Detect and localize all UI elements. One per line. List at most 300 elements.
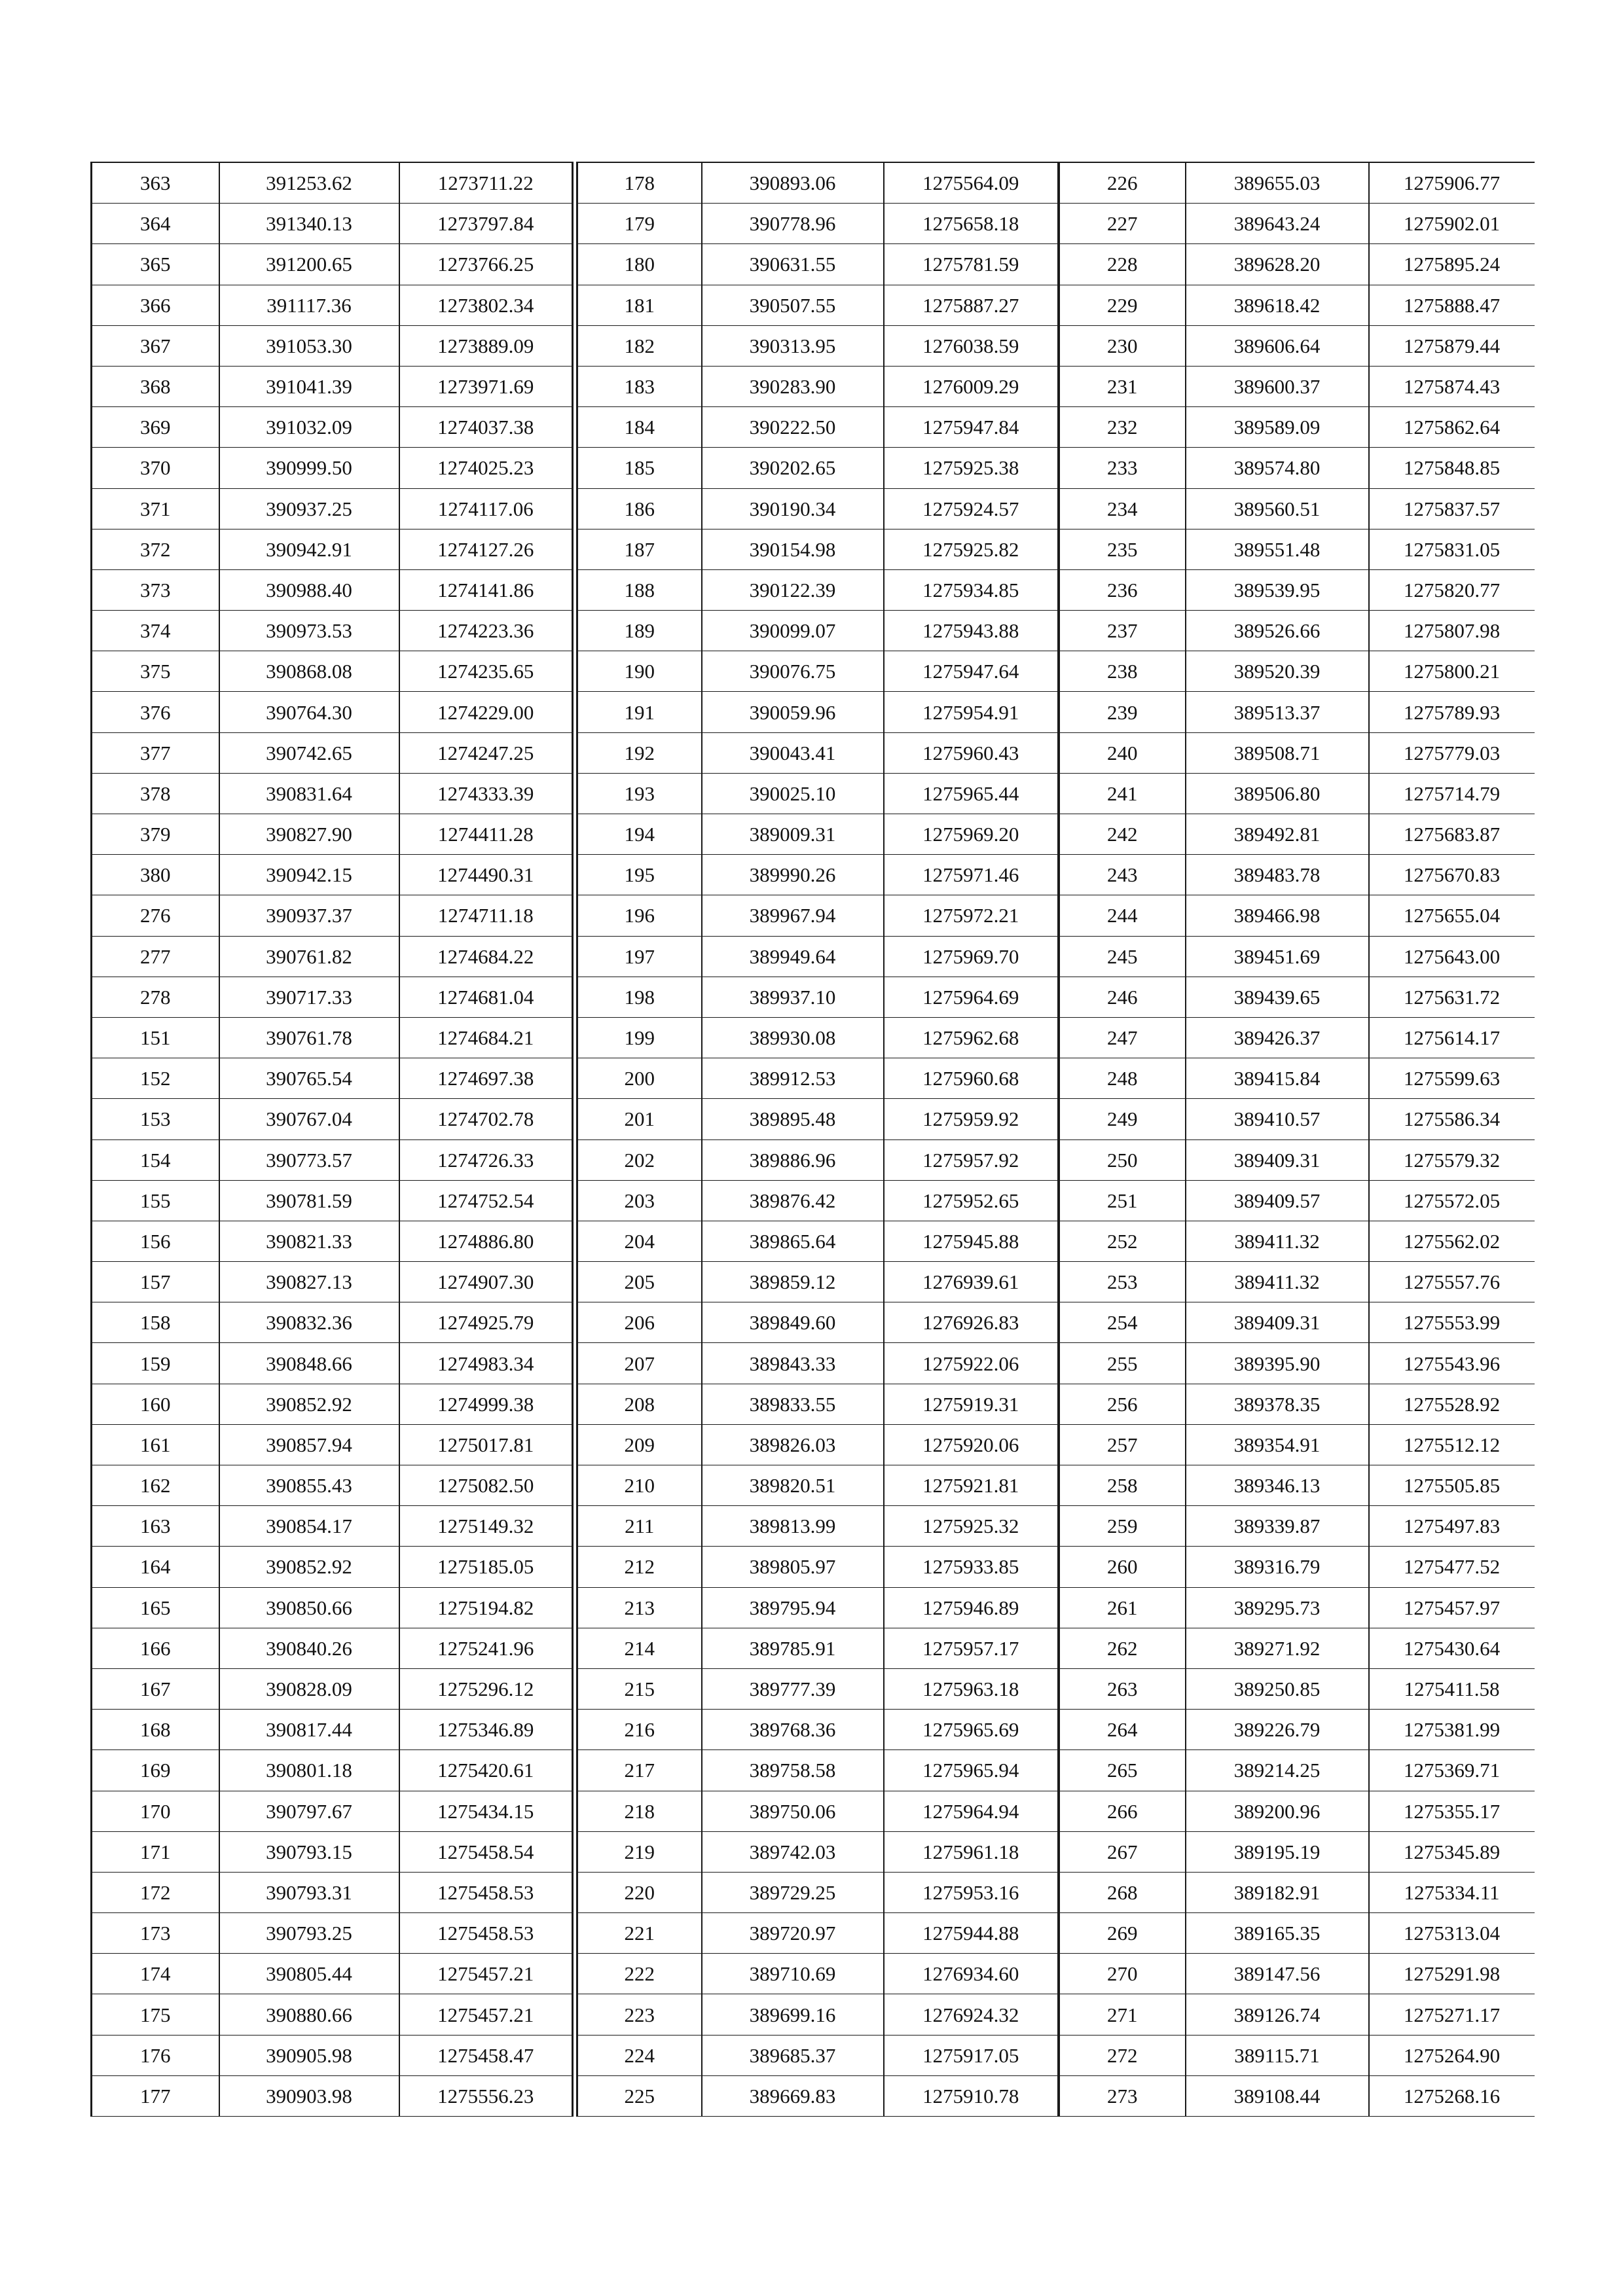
point-number-cell: 227 [1059,204,1186,244]
x-coordinate-cell: 389589.09 [1186,407,1369,448]
table-row [577,977,1059,1017]
x-coordinate-cell: 389813.99 [702,1506,884,1547]
x-coordinate-cell: 389426.37 [1186,1017,1369,1058]
y-coordinate-cell: 1273889.09 [399,325,573,366]
x-coordinate-cell: 389126.74 [1186,1994,1369,2035]
y-coordinate-cell: 1274490.31 [399,855,573,895]
table-row [1059,732,1535,773]
x-coordinate-cell: 391253.62 [219,162,399,204]
table-row [1059,407,1535,448]
x-coordinate-cell: 389560.51 [1186,488,1369,529]
point-number-cell: 371 [92,488,219,529]
x-coordinate-cell: 391053.30 [219,325,399,366]
point-number-cell: 373 [92,569,219,610]
x-coordinate-cell: 389949.64 [702,936,884,977]
x-coordinate-cell: 389865.64 [702,1221,884,1261]
y-coordinate-cell: 1275925.32 [884,1506,1059,1547]
x-coordinate-cell: 389339.87 [1186,1506,1369,1547]
y-coordinate-cell: 1275017.81 [399,1424,573,1465]
x-coordinate-cell: 389785.91 [702,1628,884,1668]
y-coordinate-cell: 1275952.65 [884,1180,1059,1221]
x-coordinate-cell: 390222.50 [702,407,884,448]
y-coordinate-cell: 1276926.83 [884,1302,1059,1343]
point-number-cell: 175 [92,1994,219,2035]
table-row [92,1262,573,1302]
x-coordinate-cell: 390507.55 [702,285,884,325]
point-number-cell: 176 [92,2035,219,2075]
table-row [577,366,1059,406]
y-coordinate-cell: 1275963.18 [884,1668,1059,1709]
x-coordinate-cell: 390202.65 [702,448,884,488]
x-coordinate-cell: 389967.94 [702,895,884,936]
x-coordinate-cell: 389115.71 [1186,2035,1369,2075]
x-coordinate-cell: 390761.78 [219,1017,399,1058]
y-coordinate-cell: 1275965.44 [884,773,1059,814]
table-row [92,529,573,569]
y-coordinate-cell: 1273797.84 [399,204,573,244]
y-coordinate-cell: 1275888.47 [1369,285,1535,325]
y-coordinate-cell: 1275557.76 [1369,1262,1535,1302]
point-number-cell: 222 [577,1954,702,1994]
point-number-cell: 249 [1059,1099,1186,1139]
point-number-cell: 259 [1059,1506,1186,1547]
point-number-cell: 177 [92,2075,219,2116]
point-number-cell: 228 [1059,244,1186,285]
point-number-cell: 209 [577,1424,702,1465]
table-row [1059,1139,1535,1180]
x-coordinate-cell: 389409.31 [1186,1139,1369,1180]
x-coordinate-cell: 389768.36 [702,1710,884,1750]
y-coordinate-cell: 1275925.82 [884,529,1059,569]
y-coordinate-cell: 1275964.69 [884,977,1059,1017]
x-coordinate-cell: 389618.42 [1186,285,1369,325]
table-row [1059,1872,1535,1912]
y-coordinate-cell: 1276009.29 [884,366,1059,406]
point-number-cell: 375 [92,651,219,692]
x-coordinate-cell: 390122.39 [702,569,884,610]
y-coordinate-cell: 1274684.22 [399,936,573,977]
point-number-cell: 191 [577,692,702,732]
y-coordinate-cell: 1275960.68 [884,1058,1059,1099]
point-number-cell: 246 [1059,977,1186,1017]
y-coordinate-cell: 1275579.32 [1369,1139,1535,1180]
x-coordinate-cell: 389826.03 [702,1424,884,1465]
x-coordinate-cell: 390973.53 [219,611,399,651]
table-row [1059,977,1535,1017]
y-coordinate-cell: 1275934.85 [884,569,1059,610]
y-coordinate-cell: 1275562.02 [1369,1221,1535,1261]
point-number-cell: 369 [92,407,219,448]
table-row [577,1628,1059,1668]
x-coordinate-cell: 389643.24 [1186,204,1369,244]
y-coordinate-cell: 1275670.83 [1369,855,1535,895]
y-coordinate-cell: 1275369.71 [1369,1750,1535,1791]
point-number-cell: 212 [577,1547,702,1587]
y-coordinate-cell: 1275271.17 [1369,1994,1535,2035]
table-row [92,325,573,366]
point-number-cell: 250 [1059,1139,1186,1180]
y-coordinate-cell: 1275505.85 [1369,1465,1535,1506]
y-coordinate-cell: 1275969.20 [884,814,1059,855]
point-number-cell: 244 [1059,895,1186,936]
table-row [92,488,573,529]
point-number-cell: 174 [92,1954,219,1994]
x-coordinate-cell: 389820.51 [702,1465,884,1506]
point-number-cell: 253 [1059,1262,1186,1302]
y-coordinate-cell: 1275457.21 [399,1954,573,1994]
x-coordinate-cell: 390840.26 [219,1628,399,1668]
x-coordinate-cell: 389395.90 [1186,1343,1369,1384]
table-row [577,2035,1059,2075]
x-coordinate-cell: 390855.43 [219,1465,399,1506]
x-coordinate-cell: 389886.96 [702,1139,884,1180]
x-coordinate-cell: 389295.73 [1186,1587,1369,1628]
table-row [92,244,573,285]
table-row [1059,1465,1535,1506]
x-coordinate-cell: 389466.98 [1186,895,1369,936]
point-number-cell: 234 [1059,488,1186,529]
point-number-cell: 224 [577,2035,702,2075]
point-number-cell: 236 [1059,569,1186,610]
point-number-cell: 201 [577,1099,702,1139]
y-coordinate-cell: 1275556.23 [399,2075,573,2116]
point-number-cell: 270 [1059,1954,1186,1994]
y-coordinate-cell: 1273711.22 [399,162,573,204]
x-coordinate-cell: 390832.36 [219,1302,399,1343]
x-coordinate-cell: 390937.25 [219,488,399,529]
x-coordinate-cell: 389574.80 [1186,448,1369,488]
x-coordinate-cell: 389214.25 [1186,1750,1369,1791]
table-row [1059,1994,1535,2035]
x-coordinate-cell: 390999.50 [219,448,399,488]
point-number-cell: 200 [577,1058,702,1099]
y-coordinate-cell: 1275082.50 [399,1465,573,1506]
point-number-cell: 267 [1059,1831,1186,1872]
point-number-cell: 182 [577,325,702,366]
table-row [92,1913,573,1954]
y-coordinate-cell: 1274726.33 [399,1139,573,1180]
y-coordinate-cell: 1274697.38 [399,1058,573,1099]
point-number-cell: 207 [577,1343,702,1384]
point-number-cell: 243 [1059,855,1186,895]
point-number-cell: 185 [577,448,702,488]
point-number-cell: 220 [577,1872,702,1912]
table-row [1059,1587,1535,1628]
point-number-cell: 273 [1059,2075,1186,2116]
x-coordinate-cell: 390905.98 [219,2035,399,2075]
x-coordinate-cell: 390942.91 [219,529,399,569]
y-coordinate-cell: 1275957.17 [884,1628,1059,1668]
table-row [1059,569,1535,610]
y-coordinate-cell: 1275953.16 [884,1872,1059,1912]
table-row [1059,285,1535,325]
table-row [577,1831,1059,1872]
point-number-cell: 194 [577,814,702,855]
y-coordinate-cell: 1275457.97 [1369,1587,1535,1628]
table-row [577,1710,1059,1750]
table-row [1059,244,1535,285]
table-row [577,285,1059,325]
table-row [92,1587,573,1628]
point-number-cell: 247 [1059,1017,1186,1058]
table-row [92,611,573,651]
table-row [1059,1750,1535,1791]
table-row [92,1791,573,1831]
coordinate-table-block-3 [1058,162,1535,2117]
x-coordinate-cell: 390076.75 [702,651,884,692]
point-number-cell: 202 [577,1139,702,1180]
y-coordinate-cell: 1275961.18 [884,1831,1059,1872]
y-coordinate-cell: 1275943.88 [884,611,1059,651]
y-coordinate-cell: 1274127.26 [399,529,573,569]
y-coordinate-cell: 1274247.25 [399,732,573,773]
point-number-cell: 242 [1059,814,1186,855]
x-coordinate-cell: 390773.57 [219,1139,399,1180]
y-coordinate-cell: 1273766.25 [399,244,573,285]
y-coordinate-cell: 1275411.58 [1369,1668,1535,1709]
y-coordinate-cell: 1274229.00 [399,692,573,732]
table-row [577,1994,1059,2035]
point-number-cell: 156 [92,1221,219,1261]
point-number-cell: 278 [92,977,219,1017]
x-coordinate-cell: 389669.83 [702,2075,884,2116]
x-coordinate-cell: 389777.39 [702,1668,884,1709]
y-coordinate-cell: 1275945.88 [884,1221,1059,1261]
x-coordinate-cell: 390767.04 [219,1099,399,1139]
table-body [92,162,573,2117]
x-coordinate-cell: 389600.37 [1186,366,1369,406]
x-coordinate-cell: 389710.69 [702,1954,884,1994]
table-row [1059,651,1535,692]
y-coordinate-cell: 1275933.85 [884,1547,1059,1587]
table-row [577,1180,1059,1221]
x-coordinate-cell: 389720.97 [702,1913,884,1954]
y-coordinate-cell: 1275921.81 [884,1465,1059,1506]
x-coordinate-cell: 389912.53 [702,1058,884,1099]
table-row [92,569,573,610]
table-row [92,1058,573,1099]
table-row [577,611,1059,651]
y-coordinate-cell: 1275947.64 [884,651,1059,692]
table-row [92,895,573,936]
y-coordinate-cell: 1275586.34 [1369,1099,1535,1139]
point-number-cell: 186 [577,488,702,529]
x-coordinate-cell: 389895.48 [702,1099,884,1139]
x-coordinate-cell: 390828.09 [219,1668,399,1709]
x-coordinate-cell: 391117.36 [219,285,399,325]
table-row [577,204,1059,244]
y-coordinate-cell: 1275512.12 [1369,1424,1535,1465]
table-row [1059,1262,1535,1302]
point-number-cell: 233 [1059,448,1186,488]
y-coordinate-cell: 1275346.89 [399,1710,573,1750]
point-number-cell: 172 [92,1872,219,1912]
x-coordinate-cell: 389699.16 [702,1994,884,2035]
point-number-cell: 363 [92,162,219,204]
table-row [92,732,573,773]
point-number-cell: 256 [1059,1384,1186,1424]
point-number-cell: 162 [92,1465,219,1506]
table-row [1059,1221,1535,1261]
y-coordinate-cell: 1275553.99 [1369,1302,1535,1343]
y-coordinate-cell: 1275614.17 [1369,1017,1535,1058]
y-coordinate-cell: 1275807.98 [1369,611,1535,651]
y-coordinate-cell: 1275887.27 [884,285,1059,325]
table-row [1059,1831,1535,1872]
point-number-cell: 379 [92,814,219,855]
x-coordinate-cell: 390793.25 [219,1913,399,1954]
y-coordinate-cell: 1275458.47 [399,2035,573,2075]
x-coordinate-cell: 390827.90 [219,814,399,855]
point-number-cell: 237 [1059,611,1186,651]
table-row [1059,611,1535,651]
coordinate-table-block-2 [576,162,1059,2117]
table-row [1059,448,1535,488]
x-coordinate-cell: 390801.18 [219,1750,399,1791]
y-coordinate-cell: 1275924.57 [884,488,1059,529]
y-coordinate-cell: 1275296.12 [399,1668,573,1709]
x-coordinate-cell: 389551.48 [1186,529,1369,569]
y-coordinate-cell: 1275895.24 [1369,244,1535,285]
x-coordinate-cell: 389937.10 [702,977,884,1017]
point-number-cell: 378 [92,773,219,814]
y-coordinate-cell: 1275919.31 [884,1384,1059,1424]
point-number-cell: 217 [577,1750,702,1791]
point-number-cell: 372 [92,529,219,569]
table-row [1059,204,1535,244]
x-coordinate-cell: 390765.54 [219,1058,399,1099]
table-row [1059,814,1535,855]
point-number-cell: 183 [577,366,702,406]
table-row [1059,1791,1535,1831]
x-coordinate-cell: 389451.69 [1186,936,1369,977]
table-row [577,1547,1059,1587]
table-row [577,651,1059,692]
point-number-cell: 374 [92,611,219,651]
x-coordinate-cell: 389513.37 [1186,692,1369,732]
y-coordinate-cell: 1274702.78 [399,1099,573,1139]
y-coordinate-cell: 1275458.54 [399,1831,573,1872]
y-coordinate-cell: 1275381.99 [1369,1710,1535,1750]
x-coordinate-cell: 390154.98 [702,529,884,569]
point-number-cell: 190 [577,651,702,692]
point-number-cell: 171 [92,1831,219,1872]
x-coordinate-cell: 389758.58 [702,1750,884,1791]
x-coordinate-cell: 390850.66 [219,1587,399,1628]
point-number-cell: 193 [577,773,702,814]
x-coordinate-cell: 389655.03 [1186,162,1369,204]
x-coordinate-cell: 389411.32 [1186,1221,1369,1261]
point-number-cell: 179 [577,204,702,244]
x-coordinate-cell: 390283.90 [702,366,884,406]
y-coordinate-cell: 1275944.88 [884,1913,1059,1954]
x-coordinate-cell: 390880.66 [219,1994,399,2035]
y-coordinate-cell: 1275658.18 [884,204,1059,244]
y-coordinate-cell: 1275965.69 [884,1710,1059,1750]
table-row [92,1343,573,1384]
x-coordinate-cell: 389409.31 [1186,1302,1369,1343]
table-body [1059,162,1535,2117]
point-number-cell: 271 [1059,1994,1186,2035]
y-coordinate-cell: 1275972.21 [884,895,1059,936]
table-row [92,1710,573,1750]
table-row [577,1384,1059,1424]
y-coordinate-cell: 1274681.04 [399,977,573,1017]
y-coordinate-cell: 1275920.06 [884,1424,1059,1465]
x-coordinate-cell: 389492.81 [1186,814,1369,855]
table-row [1059,1343,1535,1384]
y-coordinate-cell: 1274999.38 [399,1384,573,1424]
table-row [92,1465,573,1506]
x-coordinate-cell: 389930.08 [702,1017,884,1058]
y-coordinate-cell: 1275962.68 [884,1017,1059,1058]
table-row [1059,1710,1535,1750]
point-number-cell: 251 [1059,1180,1186,1221]
x-coordinate-cell: 389750.06 [702,1791,884,1831]
point-number-cell: 199 [577,1017,702,1058]
x-coordinate-cell: 390793.31 [219,1872,399,1912]
point-number-cell: 223 [577,1994,702,2035]
x-coordinate-cell: 390313.95 [702,325,884,366]
x-coordinate-cell: 389346.13 [1186,1465,1369,1506]
x-coordinate-cell: 391340.13 [219,204,399,244]
table-row [1059,1424,1535,1465]
x-coordinate-cell: 389483.78 [1186,855,1369,895]
point-number-cell: 181 [577,285,702,325]
y-coordinate-cell: 1275960.43 [884,732,1059,773]
point-number-cell: 158 [92,1302,219,1343]
table-row [577,1587,1059,1628]
point-number-cell: 262 [1059,1628,1186,1668]
y-coordinate-cell: 1275954.91 [884,692,1059,732]
point-number-cell: 364 [92,204,219,244]
point-number-cell: 168 [92,1710,219,1750]
x-coordinate-cell: 389876.42 [702,1180,884,1221]
y-coordinate-cell: 1274235.65 [399,651,573,692]
table-row [92,366,573,406]
x-coordinate-cell: 390717.33 [219,977,399,1017]
table-row [92,1994,573,2035]
point-number-cell: 368 [92,366,219,406]
y-coordinate-cell: 1275458.53 [399,1913,573,1954]
table-row [92,1506,573,1547]
table-row [92,1099,573,1139]
point-number-cell: 163 [92,1506,219,1547]
point-number-cell: 230 [1059,325,1186,366]
table-row [1059,1099,1535,1139]
point-number-cell: 254 [1059,1302,1186,1343]
x-coordinate-cell: 389843.33 [702,1343,884,1384]
point-number-cell: 380 [92,855,219,895]
point-number-cell: 178 [577,162,702,204]
y-coordinate-cell: 1274752.54 [399,1180,573,1221]
x-coordinate-cell: 389520.39 [1186,651,1369,692]
table-row [577,814,1059,855]
table-row [577,1221,1059,1261]
x-coordinate-cell: 389539.95 [1186,569,1369,610]
y-coordinate-cell: 1275971.46 [884,855,1059,895]
y-coordinate-cell: 1275457.21 [399,1994,573,2035]
table-row [577,773,1059,814]
point-number-cell: 167 [92,1668,219,1709]
table-row [577,1343,1059,1384]
y-coordinate-cell: 1275631.72 [1369,977,1535,1017]
point-number-cell: 170 [92,1791,219,1831]
x-coordinate-cell: 389147.56 [1186,1954,1369,1994]
y-coordinate-cell: 1275848.85 [1369,448,1535,488]
y-coordinate-cell: 1275458.53 [399,1872,573,1912]
table-row [1059,325,1535,366]
